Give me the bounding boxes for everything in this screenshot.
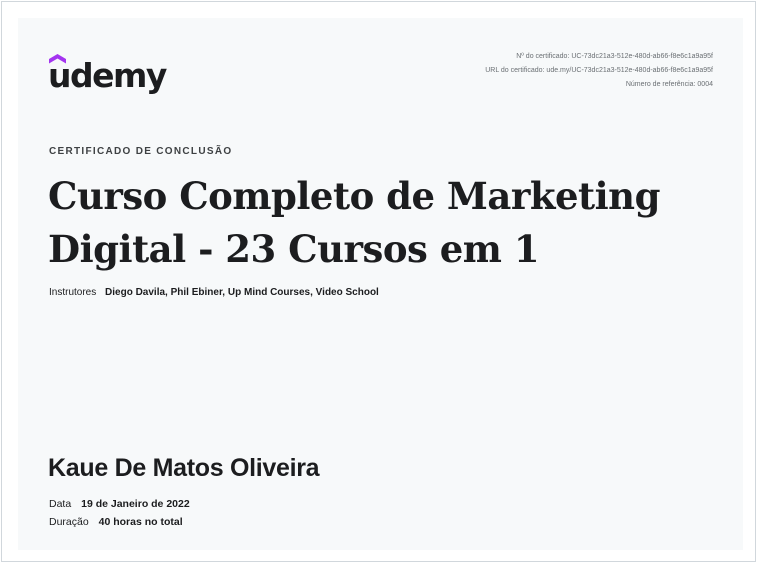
certificate-eyebrow: CERTIFICADO DE CONCLUSÃO: [49, 146, 233, 157]
duration-value: 40 horas no total: [98, 516, 183, 528]
instructor-name: Video School: [315, 287, 379, 298]
certificate-frame: [1, 1, 756, 562]
udemy-logo-graphic: [48, 48, 178, 98]
instructor-name: Up Mind Courses,: [227, 287, 313, 298]
instructors-line: [49, 287, 379, 298]
certificate-meta: [485, 50, 713, 92]
certificate-paper: [18, 18, 743, 550]
certificate-url: URL do certificado: ude.my/UC-73dc21a3-512e-480d-ab66-f8e6c1a9a95f: [485, 67, 713, 74]
instructor-name: Diego Davila,: [105, 287, 168, 298]
duration-label: Duração: [49, 516, 89, 528]
recipient-name: Kaue De Matos Oliveira: [48, 454, 320, 482]
date-value: 19 de Janeiro de 2022: [81, 498, 190, 510]
duration-line: [49, 516, 183, 528]
instructors-names: [105, 287, 379, 298]
instructors-label: Instrutores: [49, 287, 97, 298]
course-title: Curso Completo de Marketing Digital - 23 Cursos em 1: [48, 174, 660, 271]
date-label: Data: [49, 498, 72, 510]
reference-number: Número de referência: 0004: [625, 81, 713, 88]
date-line: [49, 498, 190, 510]
instructor-name: Phil Ebiner,: [170, 287, 226, 298]
svg-text:udemy: udemy: [48, 56, 166, 95]
certificate-number: Nº do certificado: UC-73dc21a3-512e-480d-ab66-f8e6c1a9a95f: [516, 53, 713, 60]
udemy-logo: [48, 48, 178, 98]
